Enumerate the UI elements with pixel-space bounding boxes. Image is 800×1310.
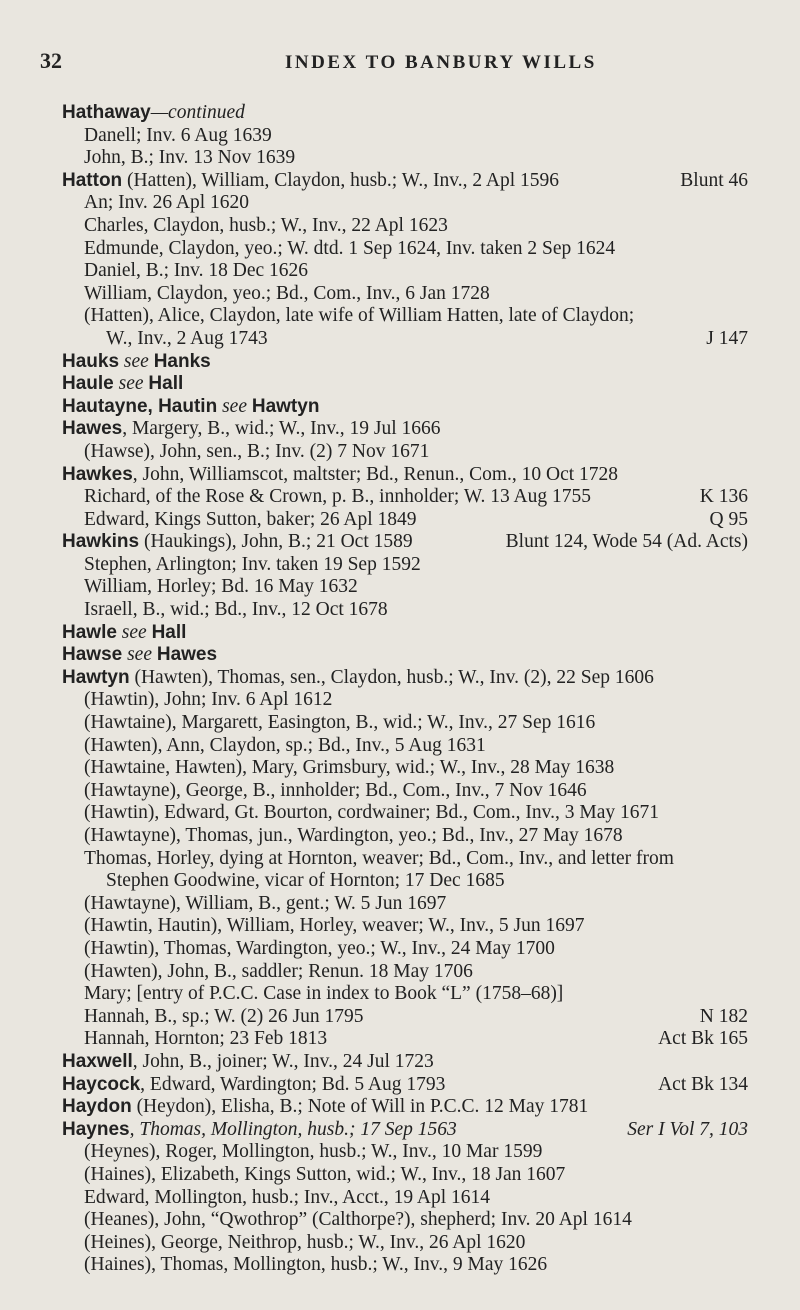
entry-text: (Hawtayne), George, B., innholder; Bd., Com., Inv., 7 Nov 1646 [84, 779, 587, 801]
entry-reference: J 147 [706, 327, 748, 349]
entry-text: , John, Williamscot, maltster; Bd., Renun., Com., 10 Oct 1728 [132, 463, 619, 485]
entry-text: Israell, B., wid.; Bd., Inv., 12 Oct 1678 [84, 599, 388, 621]
entry-text: Stephen Goodwine, vicar of Hornton; 17 Dec 1685 [106, 870, 505, 892]
entry-surname: Hawse [62, 644, 123, 666]
index-heading-entry [62, 644, 748, 667]
entry-text: (Hawten), Thomas, sen., Claydon, husb.; W., Inv. (2), 22 Sep 1606 [129, 666, 654, 688]
index-sub-entry [62, 509, 748, 532]
entry-reference: N 182 [699, 1005, 748, 1027]
index-sub-entry [62, 802, 748, 825]
entry-italic-text: see [122, 644, 157, 666]
index-sub-entry [62, 576, 748, 599]
entry-surname: Haxwell [62, 1050, 133, 1072]
index-heading-entry [62, 1074, 748, 1097]
entry-text: (Hatten), Alice, Claydon, late wife of William Hatten, late of Claydon; [84, 305, 635, 327]
entry-surname: Hawle [62, 621, 117, 643]
entry-text: Hannah, B., sp.; W. (2) 26 Jun 1795 [84, 1005, 364, 1027]
entry-reference: Q 95 [709, 508, 748, 530]
index-sub-entry [62, 125, 748, 148]
entry-italic-text: see [113, 373, 149, 395]
index-sub-entry [62, 328, 748, 351]
entry-text: William, Claydon, yeo.; Bd., Com., Inv., 6 Jan 1728 [84, 282, 490, 304]
entry-text: An; Inv. 26 Apl 1620 [84, 192, 250, 214]
see-reference-surname: Hall [148, 373, 184, 395]
index-heading-entry [62, 396, 748, 419]
index-sub-entry [62, 689, 748, 712]
index-sub-entry [62, 192, 748, 215]
index-heading-entry [62, 1096, 748, 1119]
index-sub-entry [62, 712, 748, 735]
index-heading-entry [62, 1051, 748, 1074]
entry-text: , Margery, B., wid.; W., Inv., 19 Jul 1666 [122, 418, 441, 440]
entry-surname: Haynes [62, 1118, 130, 1140]
index-sub-entry [62, 1006, 748, 1029]
entry-surname: Haydon [62, 1096, 132, 1118]
index-sub-entry [62, 757, 748, 780]
index-sub-entry [62, 260, 748, 283]
index-sub-entry [62, 238, 748, 261]
entry-text: Edward, Mollington, husb.; Inv., Acct., 19 Apl 1614 [84, 1186, 491, 1208]
entry-surname: Hawkes [62, 463, 133, 485]
page-number: 32 [40, 48, 62, 73]
index-heading-entry [62, 102, 748, 125]
index-sub-entry [62, 1232, 748, 1255]
entry-text: Charles, Claydon, husb.; W., Inv., 22 Apl 1623 [84, 214, 448, 236]
entry-text: John, B.; Inv. 13 Nov 1639 [84, 147, 296, 169]
index-sub-entry [62, 893, 748, 916]
index-sub-entry [62, 735, 748, 758]
entry-surname: Haule [62, 373, 114, 395]
index-heading-entry [62, 351, 748, 374]
index-sub-entry [62, 780, 748, 803]
entry-text: Mary; [entry of P.C.C. Case in index to Book “L” (1758–68)] [84, 983, 564, 1005]
entry-text: (Haines), Thomas, Mollington, husb.; W., Inv., 9 May 1626 [84, 1254, 548, 1276]
entry-text: (Haines), Elizabeth, Kings Sutton, wid.; W., Inv., 18 Jan 1607 [84, 1163, 566, 1185]
entry-text: William, Horley; Bd. 16 May 1632 [84, 576, 358, 598]
index-sub-entry [62, 215, 748, 238]
entry-text: (Hawtin), Thomas, Wardington, yeo.; W., Inv., 24 May 1700 [84, 937, 555, 959]
see-reference-surname: Hanks [153, 350, 211, 372]
index-sub-entry [62, 1254, 748, 1277]
see-reference-surname: Hawes [156, 644, 218, 666]
entry-text: (Hawtayne), Thomas, jun., Wardington, yeo.; Bd., Inv., 27 May 1678 [84, 825, 623, 846]
entry-surname: Hawtyn [62, 666, 130, 688]
entry-italic-text: see [116, 621, 152, 643]
entry-text: (Hawtaine, Hawten), Mary, Grimsbury, wid.; W., Inv., 28 May 1638 [84, 757, 615, 779]
entry-text: (Hawtin), John; Inv. 6 Apl 1612 [84, 689, 333, 711]
page-header [40, 48, 760, 74]
index-heading-entry [62, 373, 748, 396]
entry-text: , Edward, Wardington; Bd. 5 Aug 1793 [140, 1073, 446, 1095]
entry-text: , John, B., joiner; W., Inv., 24 Jul 1723 [132, 1050, 434, 1072]
index-heading-entry [62, 418, 748, 441]
index-heading-entry [62, 622, 748, 645]
index-heading-entry [62, 464, 748, 487]
entry-surname: Hawkins [62, 531, 140, 553]
entry-text: (Hawtin), Edward, Gt. Bourton, cordwainer; Bd., Com., Inv., 3 May 1671 [84, 802, 659, 824]
entry-text: Richard, of the Rose & Crown, p. B., innholder; W. 13 Aug 1755 [84, 486, 591, 508]
index-sub-entry [62, 305, 748, 328]
entry-surname: Hautayne, Hautin [62, 395, 218, 417]
index-sub-entry [62, 599, 748, 622]
entry-text: (Hawten), John, B., saddler; Renun. 18 May 1706 [84, 960, 473, 982]
entry-italic-text: —continued [150, 102, 245, 123]
entry-text: Edward, Kings Sutton, baker; 26 Apl 1849 [84, 508, 417, 530]
see-reference-surname: Hawtyn [251, 395, 320, 417]
entry-text: (Heynes), Roger, Mollington, husb.; W., Inv., 10 Mar 1599 [84, 1141, 543, 1163]
index-sub-entry [62, 1164, 748, 1187]
index-sub-entry [62, 283, 748, 306]
entry-text: (Heanes), John, “Qwothrop” (Calthorpe?), shepherd; Inv. 20 Apl 1614 [84, 1209, 632, 1231]
index-sub-entry [62, 554, 748, 577]
index-heading-entry [62, 531, 748, 554]
index-sub-entry [62, 961, 748, 984]
index-sub-entry [62, 147, 748, 170]
entry-reference: Act Bk 165 [658, 1028, 748, 1050]
index-sub-entry [62, 1187, 748, 1210]
entry-text: Daniel, B.; Inv. 18 Dec 1626 [84, 260, 309, 282]
index-sub-entry [62, 486, 748, 509]
entry-surname: Hawes [62, 418, 123, 440]
index-sub-entry [62, 825, 748, 848]
entry-text: Danell; Inv. 6 Aug 1639 [84, 124, 272, 146]
index-sub-entry [62, 870, 748, 893]
index-sub-entry [62, 983, 748, 1006]
index-heading-entry [62, 170, 748, 193]
entry-text: (Hawtayne), William, B., gent.; W. 5 Jun 1697 [84, 892, 447, 914]
entry-surname: Hauks [62, 350, 120, 372]
entry-surname: Haycock [62, 1073, 141, 1095]
entry-surname: Hatton [62, 169, 123, 191]
index-sub-entry [62, 1209, 748, 1232]
entry-italic-text: see [119, 350, 154, 372]
index-sub-entry [62, 848, 748, 871]
entry-text: (Heines), George, Neithrop, husb.; W., Inv., 26 Apl 1620 [84, 1231, 526, 1253]
entry-text: Thomas, Horley, dying at Hornton, weaver; Bd., Com., Inv., and letter from [84, 847, 674, 869]
index-sub-entry [62, 441, 748, 464]
entry-text: Stephen, Arlington; Inv. taken 19 Sep 1592 [84, 553, 421, 575]
entry-text: (Heydon), Elisha, B.; Note of Will in P.C.C. 12 May 1781 [131, 1096, 589, 1118]
entry-reference: Blunt 124, Wode 54 (Ad. Acts) [505, 531, 748, 553]
entry-text: (Hatten), William, Claydon, husb.; W., Inv., 2 Apl 1596 [122, 169, 560, 191]
index-sub-entry [62, 1028, 748, 1051]
entry-text: (Hawten), Ann, Claydon, sp.; Bd., Inv., 5 Aug 1631 [84, 734, 486, 756]
entry-text: Hannah, Hornton; 23 Feb 1813 [84, 1028, 328, 1050]
page-title: INDEX TO BANBURY WILLS [285, 52, 597, 73]
index-heading-entry [62, 667, 748, 690]
entry-reference: Blunt 46 [680, 169, 748, 191]
entry-text: (Hawtin, Hautin), William, Horley, weaver; W., Inv., 5 Jun 1697 [84, 915, 585, 937]
index-sub-entry [62, 1141, 748, 1164]
entry-text: Edmunde, Claydon, yeo.; W. dtd. 1 Sep 1624, Inv. taken 2 Sep 1624 [84, 237, 616, 259]
see-reference-surname: Hall [151, 621, 187, 643]
index-heading-entry [62, 1119, 748, 1142]
entry-italic-text: , Thomas, Mollington, husb.; 17 Sep 1563 [129, 1118, 457, 1140]
entry-reference: Act Bk 134 [658, 1073, 748, 1095]
entry-text: W., Inv., 2 Aug 1743 [106, 327, 268, 349]
entry-surname: Hathaway [62, 102, 151, 123]
entry-reference: Ser I Vol 7, 103 [627, 1118, 748, 1140]
index-sub-entry [62, 915, 748, 938]
entry-text: (Haukings), John, B.; 21 Oct 1589 [139, 531, 413, 553]
entry-text: (Hawse), John, sen., B.; Inv. (2) 7 Nov 1671 [84, 440, 430, 462]
entry-italic-text: see [217, 395, 252, 417]
entry-reference: K 136 [699, 486, 748, 508]
index-sub-entry [62, 938, 748, 961]
index-body [62, 102, 748, 1277]
entry-text: (Hawtaine), Margarett, Easington, B., wid.; W., Inv., 27 Sep 1616 [84, 712, 596, 734]
